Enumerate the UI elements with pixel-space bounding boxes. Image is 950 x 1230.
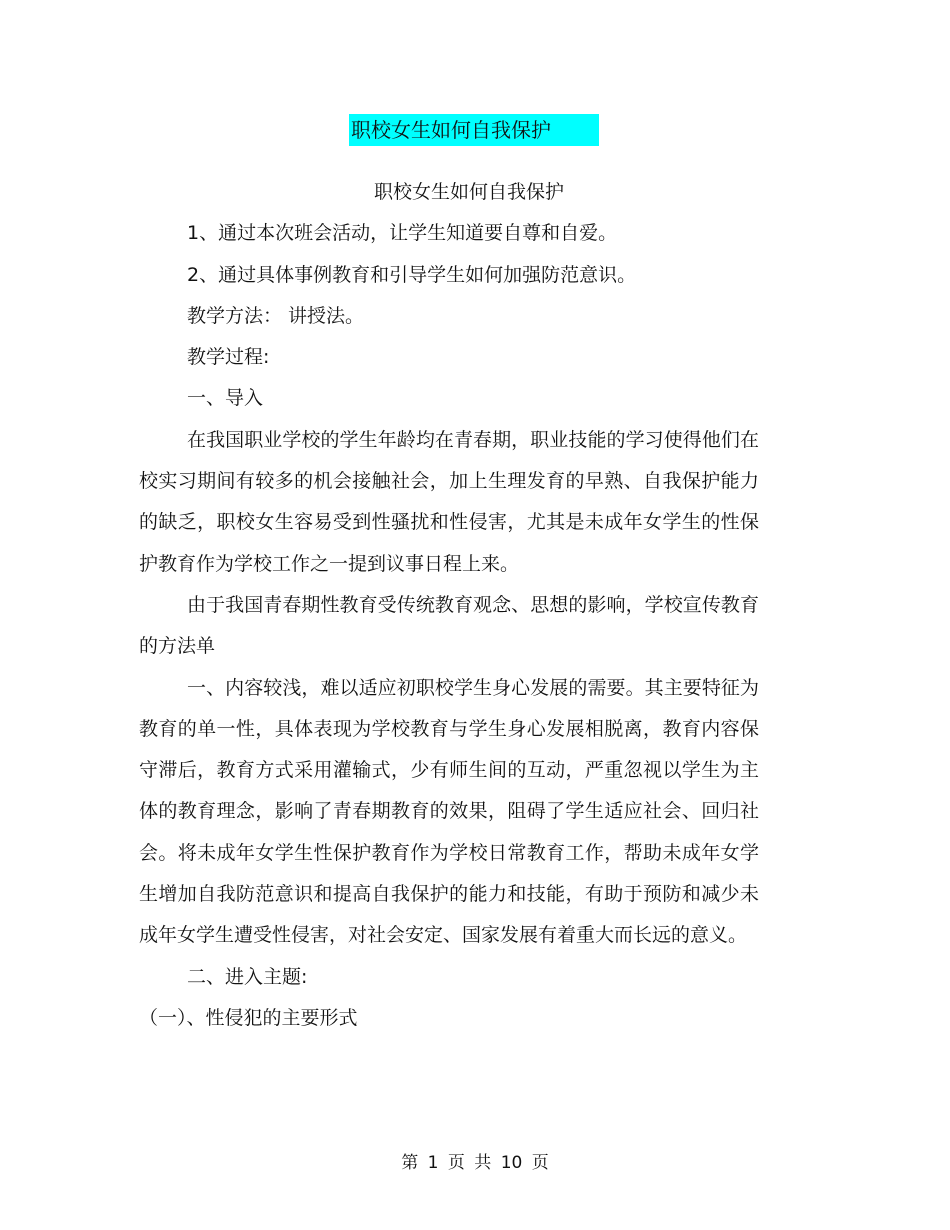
document-title: 职校女生如何自我保护	[349, 114, 599, 146]
document-body	[139, 172, 759, 1039]
document-subtitle: 职校女生如何自我保护	[373, 181, 564, 203]
page-footer: 第 1 页 共 10 页	[401, 1153, 549, 1173]
subsection-heading-forms: （一）、性侵犯的主要形式	[139, 1006, 358, 1029]
section-heading-main-topic: 二、进入主题:	[187, 965, 308, 988]
paragraph-content-shallow: 一、内容较浅，难以适应初职校学生身心发展的需要。其主要特征为教育的单一性，具体表现为学校教育与学生身心发展相脱离，教育内容保守滞后，教育方式采用灌输式，少有师生间的互动，严重忽视以学生为主体的教育理念，影响了青春期教育的效果，阻碍了学生适应社会、回归社会。将未成年女学生性保护教育作为学校日常教育工作，帮助未成年女学生增加自我防范意识和提高自我保护的能力和技能，有助于预防和减少未成年女学生遭受性侵害，对社会安定、国家发展有着重大而长远的意义。	[139, 676, 759, 947]
teaching-process: 教学过程:	[187, 346, 270, 369]
section-heading-intro: 一、导入	[187, 387, 264, 410]
objective-2: 2、通过具体事例教育和引导学生如何加强防范意识。	[187, 263, 637, 286]
objective-1: 1、通过本次班会活动，让学生知道要自尊和自爱。	[187, 222, 618, 245]
paragraph-education-methods: 由于我国青春期性教育受传统教育观念、思想的影响，学校宣传教育的方法单	[139, 593, 759, 658]
paragraph-intro: 在我国职业学校的学生年龄均在青春期，职业技能的学习使得他们在校实习期间有较多的机会接触社会，加上生理发育的早熟、自我保护能力的缺乏，职校女生容易受到性骚扰和性侵害，尤其是未成年女学生的性保护教育作为学校工作之一提到议事日程上来。	[139, 428, 759, 575]
teaching-method: 教学方法： 讲授法。	[187, 304, 365, 327]
